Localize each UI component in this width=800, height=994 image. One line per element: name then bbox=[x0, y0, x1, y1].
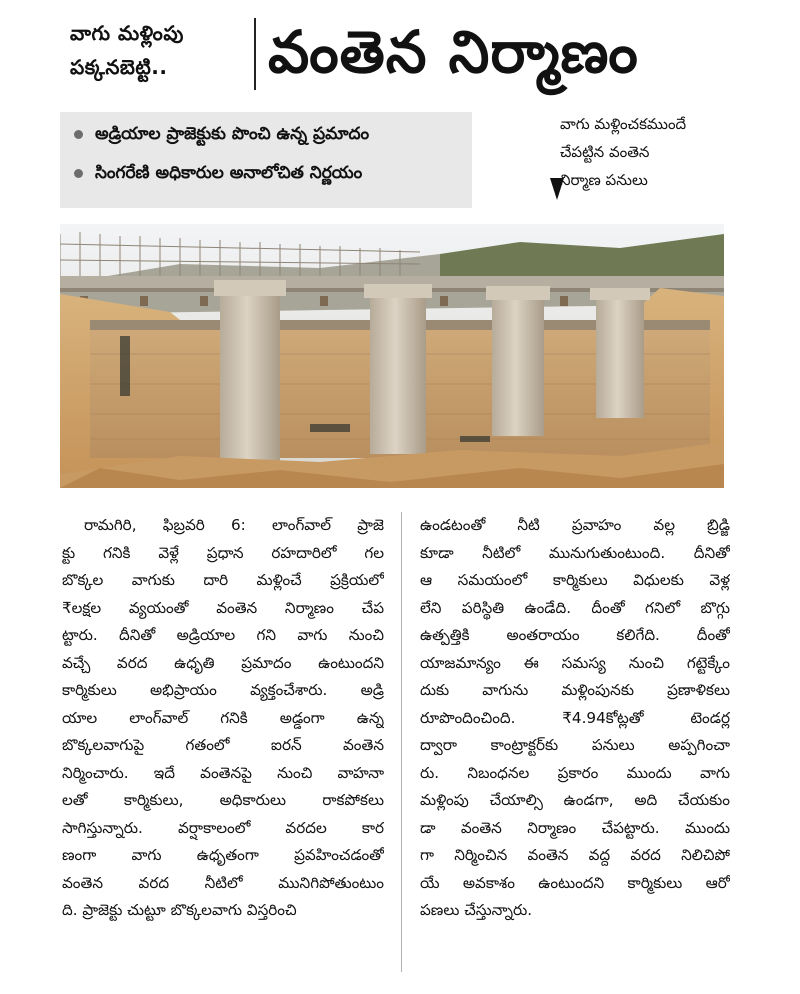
highlights-box bbox=[60, 112, 472, 208]
body-line: ణంగా వాగు ఉధృతంగా ప్రవహించడంతో bbox=[62, 846, 384, 864]
body-line: ట్టారు. దీనితో అడ్రియాల గని వాగు నుంచి bbox=[62, 626, 384, 644]
body-line: పణలు చేస్తున్నారు. bbox=[420, 901, 533, 919]
article-body-column-2 bbox=[420, 512, 730, 925]
photo-caption bbox=[560, 110, 750, 194]
body-line: లేని పరిస్థితి ఉండేది. దీంతో గనిలో బొగ్గు bbox=[420, 598, 730, 617]
body-line: ఉండటంతో నీటి ప్రవాహం వల్ల బ్రిడ్జి bbox=[420, 516, 730, 534]
body-line: వచ్చే వరద ఉధృతి ప్రమాదం ఉంటుందని bbox=[62, 653, 384, 672]
headline: వంతెన నిర్మాణం bbox=[268, 18, 639, 86]
arrow-down-icon bbox=[550, 178, 564, 200]
body-line: గా నిర్మించిన వంతెన వద్ద వరద నిలిచిపో bbox=[420, 846, 730, 864]
bridge-construction-photo bbox=[60, 224, 724, 488]
body-line: యాజమాన్యం ఈ సమస్య నుంచి గట్టెక్కేం bbox=[420, 653, 730, 672]
bullet-dot-icon bbox=[74, 169, 83, 178]
kicker bbox=[70, 16, 246, 84]
body-line: డా వంతెన నిర్మాణం చేపట్టారు. ముందు bbox=[420, 818, 730, 837]
body-line: లతో కార్మికులు, అధికారులు రాకపోకలు bbox=[62, 791, 384, 809]
highlight-item bbox=[74, 121, 369, 147]
body-line: కూడా నీటిలో మునుగుతుంటుంది. దీనితో bbox=[420, 543, 730, 562]
highlight-text: అడ్రియాల ప్రాజెక్టుకు పొంచి ఉన్న ప్రమాదం bbox=[95, 124, 370, 144]
body-line: రూపొందించింది. ₹4.94కోట్లతో టెండర్ల bbox=[420, 708, 730, 727]
highlight-item bbox=[74, 160, 362, 186]
body-line: యే అవకాశం ఉంటుందని కార్మికులు ఆరో bbox=[420, 873, 730, 892]
caption-line: నిర్మాణ పనులు bbox=[560, 171, 648, 189]
body-line: క్టు గనికి వెళ్లే ప్రధాన రహదారిలో గల bbox=[62, 543, 384, 562]
column-divider bbox=[401, 512, 402, 972]
body-line: మళ్లింపు చేయాల్సి ఉండగా, అది చేయకుం bbox=[420, 791, 730, 809]
caption-line: చేపట్టిన వంతెన bbox=[560, 143, 650, 161]
body-line: నిర్మించారు. ఇదే వంతెనపై నుంచి వాహనా bbox=[62, 763, 384, 782]
body-line: కార్మికులు అభిప్రాయం వ్యక్తంచేశారు. అడ్రి bbox=[62, 681, 384, 699]
photo-illustration bbox=[60, 224, 724, 488]
body-line: బొక్కలవాగుపై గతంలో ఐరన్ వంతెన bbox=[62, 736, 384, 754]
body-line: ₹లక్షల వ్యయంతో వంతెన నిర్మాణం చేప bbox=[62, 598, 384, 617]
bullet-dot-icon bbox=[74, 130, 83, 139]
body-line: వంతెన వరద నీటిలో మునిగిపోతుంటుం bbox=[62, 873, 384, 892]
body-line: రామగిరి, ఫిబ్రవరి 6: లాంగ్‌వాల్ ప్రాజె bbox=[84, 516, 384, 534]
caption-line: వాగు మళ్లించకముందే bbox=[560, 115, 687, 133]
body-line: బొక్కల వాగుకు దారి మళ్లించే ప్రక్రియలో bbox=[62, 571, 384, 589]
body-line: ద్వారా కాంట్రాక్టర్‌కు పనులు అప్పగించా bbox=[420, 736, 730, 754]
highlight-text: సింగరేణి అధికారుల అనాలోచిత నిర్ణయం bbox=[95, 163, 363, 183]
kicker-line: పక్కనబెట్టి.. bbox=[70, 55, 168, 79]
body-line: రు. నిబంధనల ప్రకారం ముందు వాగు bbox=[420, 763, 730, 782]
body-line: యాల లాంగ్‌వాల్ గనికి అడ్డంగా ఉన్న bbox=[62, 708, 384, 727]
body-line: సాగిస్తున్నారు. వర్షాకాలంలో వరదల కార bbox=[62, 818, 384, 837]
body-line: దుకు వాగును మళ్లింపునకు ప్రణాళికలు bbox=[420, 681, 730, 699]
body-line: ఉత్పత్తికి అంతరాయం కలిగేది. దీంతో bbox=[420, 626, 730, 644]
kicker-line: వాగు మళ్లింపు bbox=[70, 21, 184, 45]
headline-divider bbox=[254, 18, 256, 90]
article-body-column-1 bbox=[62, 512, 384, 925]
body-line: ది. ప్రాజెక్టు చుట్టూ బొక్కలవాగు విస్తరించి bbox=[62, 901, 297, 919]
body-line: ఆ సమయంలో కార్మికులు విధులకు వెళ్ల bbox=[420, 571, 730, 589]
